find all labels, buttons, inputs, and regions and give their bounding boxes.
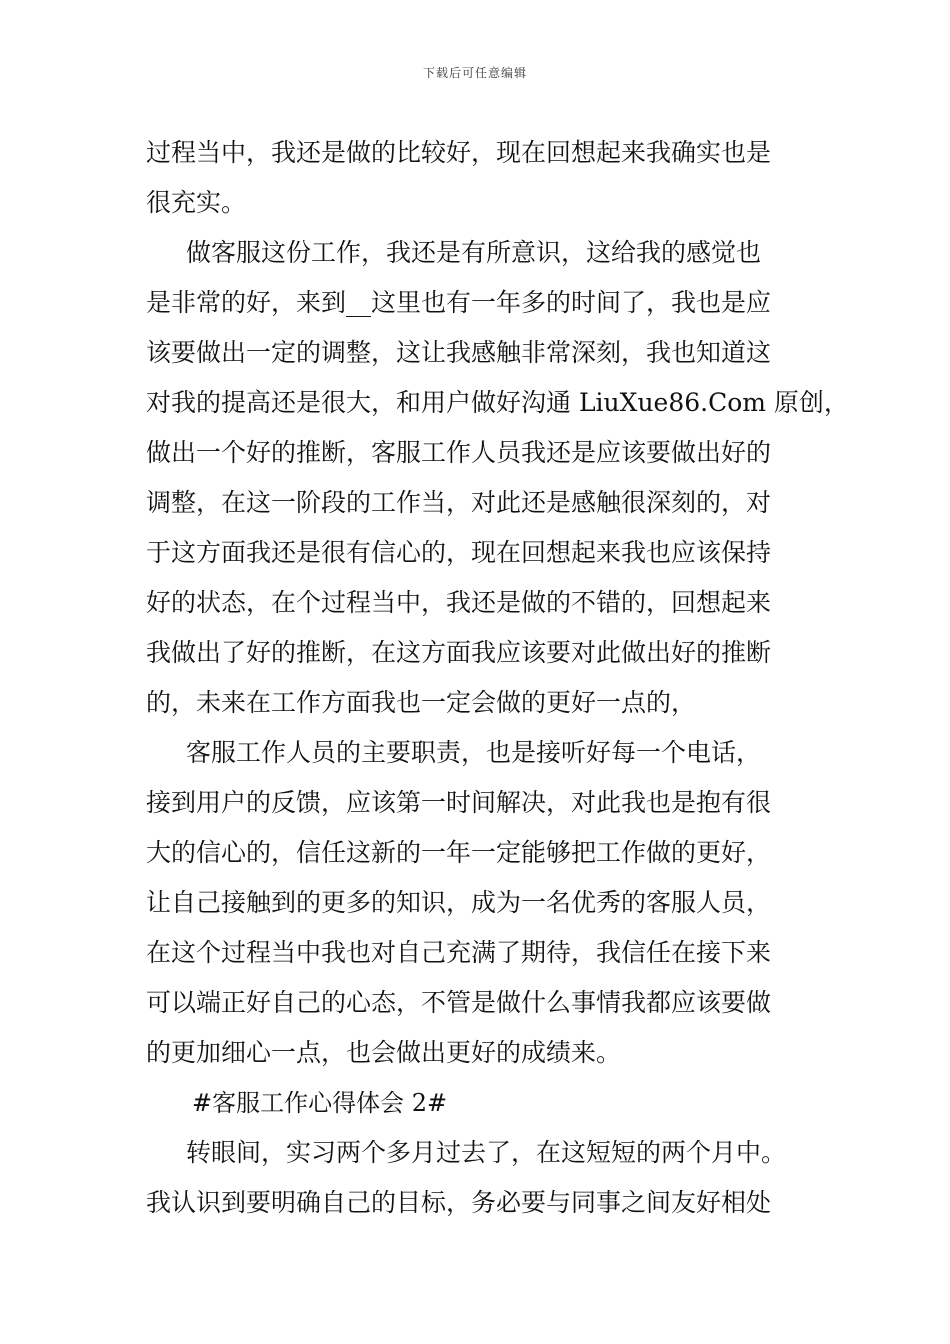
text-line: 过程当中，我还是做的比较好，现在回想起来我确实也是 [146,138,772,167]
text-line: 可以端正好自己的心态，不管是做什么事情我都应该要做 [146,988,772,1017]
text-line: 调整，在这一阶段的工作当，对此还是感触很深刻的，对 [146,488,772,517]
text-line: 接到用户的反馈，应该第一时间解决，对此我也是抱有很 [146,788,772,817]
text-line: 于这方面我还是很有信心的，现在回想起来我也应该保持 [146,538,772,567]
text-line: 我认识到要明确自己的目标，务必要与同事之间友好相处 [146,1188,772,1217]
text-line: 对我的提高还是很大，和用户做好沟通 LiuXue86.Com 原创， [146,388,849,417]
text-line: 是非常的好，来到__这里也有一年多的时间了，我也是应 [146,288,772,317]
text-line: 在这个过程当中我也对自己充满了期待，我信任在接下来 [146,938,772,967]
text-line: 我做出了好的推断，在这方面我应该要对此做出好的推断 [146,638,772,667]
paragraph-start-line: 转眼间，实习两个多月过去了，在这短短的两个月中。 [186,1138,787,1167]
paragraph-start-line: 客服工作人员的主要职责，也是接听好每一个电话， [186,738,762,767]
text-line: 很充实。 [146,188,247,217]
text-line: 做出一个好的推断，客服工作人员我还是应该要做出好的 [146,438,772,467]
text-line: 大的信心的，信任这新的一年一定能够把工作做的更好， [146,838,772,867]
text-line: 的，未来在工作方面我也一定会做的更好一点的， [146,688,697,717]
section-heading: #客服工作心得体会 2# [192,1089,448,1117]
text-line: 让自己接触到的更多的知识，成为一名优秀的客服人员， [146,888,772,917]
text-line: 好的状态，在个过程当中，我还是做的不错的，回想起来 [146,588,772,617]
text-line: 的更加细心一点，也会做出更好的成绩来。 [146,1038,622,1067]
text-line: 该要做出一定的调整，这让我感触非常深刻，我也知道这 [146,338,772,367]
page-header: 下载后可任意编辑 [422,66,527,80]
document-body [146,128,849,1228]
paragraph-start-line: 做客服这份工作，我还是有所意识，这给我的感觉也 [186,238,762,267]
